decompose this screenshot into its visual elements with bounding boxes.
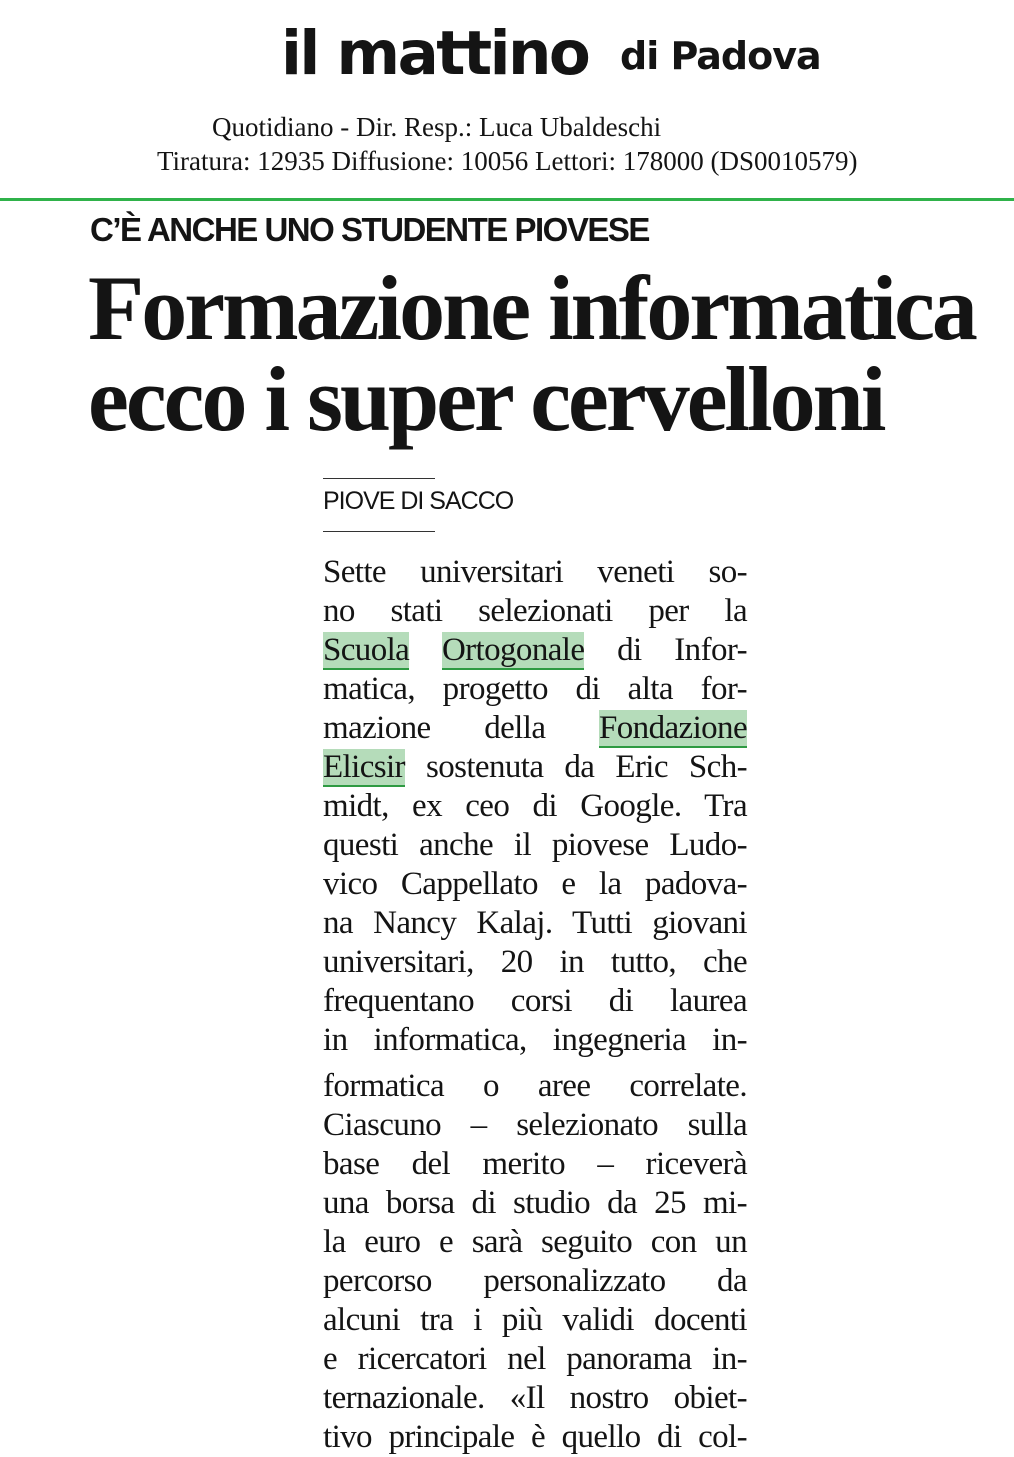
highlighted-term: Ortogonale <box>441 632 585 668</box>
article-line <box>323 1145 747 1184</box>
article-line <box>323 748 747 787</box>
article-text: Ciascuno – selezionato sulla <box>323 1107 747 1143</box>
article-text: midt, ex ceo di Google. Tra <box>323 788 747 824</box>
article-line <box>323 670 747 709</box>
article-text: matica, progetto di alta for- <box>323 671 747 707</box>
article-text: tivo principale è quello di col- <box>323 1419 747 1455</box>
circulation-info: Tiratura: 12935 Diffusione: 10056 Lettori: 178000 (DS0010579) <box>157 146 858 176</box>
highlighted-term: Scuola <box>323 632 410 668</box>
article-kicker: C’È ANCHE UNO STUDENTE PIOVESE <box>90 211 649 248</box>
masthead-title: il mattino <box>281 18 589 89</box>
article-text: frequentano corsi di laurea <box>323 983 747 1019</box>
article-text: vico Cappellato e la padova- <box>323 866 747 902</box>
dateline: PIOVE DI SACCO <box>323 487 514 515</box>
article-text: ternazionale. «Il nostro obiet- <box>323 1380 747 1416</box>
article-line <box>323 1418 747 1457</box>
article-line <box>323 1106 747 1145</box>
article-text: questi anche il piovese Ludo- <box>323 827 747 863</box>
article-line <box>323 826 747 865</box>
article-text: universitari, 20 in tutto, che <box>323 944 747 980</box>
article-line <box>323 592 747 631</box>
article-text: base del merito – riceverà <box>323 1146 747 1182</box>
masthead-subtitle: di Padova <box>620 34 821 78</box>
article-line <box>323 1021 747 1060</box>
article-line <box>323 865 747 904</box>
article-line <box>323 1184 747 1223</box>
publication-info: Quotidiano - Dir. Resp.: Luca Ubaldeschi <box>212 112 662 142</box>
article-line <box>323 1301 747 1340</box>
article-text: no stati selezionati per la <box>323 593 747 629</box>
article-text: una borsa di studio da 25 mi- <box>323 1185 747 1221</box>
article-line <box>323 1262 747 1301</box>
headline-line-1: Formazione informatica <box>88 257 975 359</box>
dateline-rule-top <box>323 478 435 479</box>
article-text: la euro e sarà seguito con un <box>323 1224 747 1260</box>
article-line <box>323 631 747 670</box>
article-text: na Nancy Kalaj. Tutti giovani <box>323 905 747 941</box>
article-line <box>323 787 747 826</box>
highlighted-term: Fondazione <box>599 710 747 746</box>
article-text: percorso personalizzato da <box>323 1263 747 1299</box>
header-divider <box>0 198 1014 201</box>
article-line <box>323 982 747 1021</box>
article-text: sostenuta da Eric Sch- <box>404 749 747 785</box>
highlighted-term: Elicsir <box>323 749 405 785</box>
article-body <box>323 553 747 1457</box>
article-line <box>323 709 747 748</box>
article-text: in informatica, ingegneria in- <box>323 1022 747 1058</box>
masthead <box>0 18 1014 90</box>
article-line <box>323 904 747 943</box>
article-line <box>323 1067 747 1106</box>
headline-line-2: ecco i super cervelloni <box>88 348 884 450</box>
article-line <box>323 1223 747 1262</box>
article-text <box>409 632 442 668</box>
article-line <box>323 943 747 982</box>
article-text: e ricercatori nel panorama in- <box>323 1341 747 1377</box>
article-text: formatica o aree correlate. <box>323 1068 747 1104</box>
dateline-rule-bottom <box>323 531 435 532</box>
article-text: alcuni tra i più validi docenti <box>323 1302 747 1338</box>
article-text: Sette universitari veneti so- <box>323 554 747 590</box>
article-line <box>323 1340 747 1379</box>
article-text: di Infor- <box>584 632 747 668</box>
article-text: mazione della <box>323 710 600 746</box>
article-line <box>323 553 747 592</box>
article-line <box>323 1379 747 1418</box>
